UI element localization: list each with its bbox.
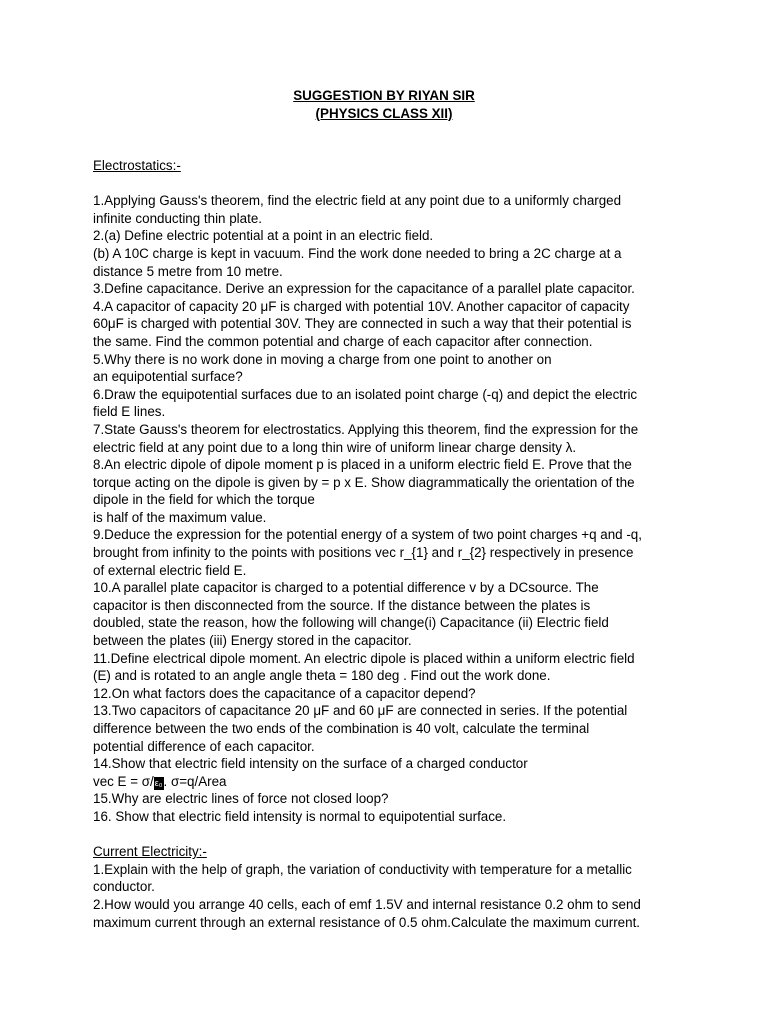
text-line: (b) A 10C charge is kept in vacuum. Find the work done needed to bring a 2C charge at a xyxy=(93,245,622,261)
text-line: infinite conducting thin plate. xyxy=(93,210,262,226)
document-title xyxy=(0,87,768,122)
text-line: dipole in the field for which the torque xyxy=(93,492,315,508)
text-line: 8.An electric dipole of dipole moment p is placed in a uniform electric field E. Prove that the xyxy=(93,457,632,473)
text-line: distance 5 metre from 10 metre. xyxy=(93,263,283,279)
text-line: 60μF is charged with potential 30V. They are connected in such a way that their potential is xyxy=(93,316,632,332)
text-line: field E lines. xyxy=(93,404,166,420)
text-line: potential difference of each capacitor. xyxy=(93,738,315,754)
text-line: 3.Define capacitance. Derive an expression for the capacitance of a parallel plate capacitor. xyxy=(93,281,635,297)
epsilon-symbol: ε₀ xyxy=(154,777,163,788)
text-line: brought from infinity to the points with positions vec r_{1} and r_{2} respectively in presence xyxy=(93,545,634,561)
text-line: torque acting on the dipole is given by = p x E. Show diagrammatically the orientation of the xyxy=(93,474,635,490)
text-line: an equipotential surface? xyxy=(93,369,243,385)
text-line: the same. Find the common potential and charge of each capacitor after connection. xyxy=(93,333,593,349)
text-line: 4.A capacitor of capacity 20 μF is charged with potential 10V. Another capacitor of capacity xyxy=(93,298,630,314)
text-line: 11.Define electrical dipole moment. An electric dipole is placed within a uniform electric field xyxy=(93,650,635,666)
text-line: 5.Why there is no work done in moving a charge from one point to another on xyxy=(93,351,552,367)
section-heading-electrostatics: Electrostatics:- xyxy=(93,158,181,173)
text-line: 12.On what factors does the capacitance of a capacitor depend? xyxy=(93,685,476,701)
title-line-1: SUGGESTION BY RIYAN SIR xyxy=(293,88,475,103)
text-line: capacitor is then disconnected from the source. If the distance between the plates is xyxy=(93,597,591,613)
text-line: 2.(a) Define electric potential at a point in an electric field. xyxy=(93,228,434,244)
spacer xyxy=(93,175,693,193)
text-line: 16. Show that electric field intensity is normal to equipotential surface. xyxy=(93,808,507,824)
text-line: 10.A parallel plate capacitor is charged to a potential difference v by a DCsource. The xyxy=(93,580,599,596)
text-line: doubled, state the reason, how the following will change(i) Capacitance (ii) Electric field xyxy=(93,615,609,631)
text-line: 2.How would you arrange 40 cells, each of emf 1.5V and internal resistance 0.2 ohm to send xyxy=(93,896,641,912)
text-line: between the plates (iii) Energy stored in the capacitor. xyxy=(93,633,412,649)
text-line: 1.Explain with the help of graph, the variation of conductivity with temperature for a metallic xyxy=(93,861,632,877)
text-line: conductor. xyxy=(93,879,155,895)
title-line-2: (PHYSICS CLASS XII) xyxy=(315,105,453,121)
formula-line xyxy=(93,773,693,791)
document-body xyxy=(93,157,693,931)
section-heading-current-electricity: Current Electricity:- xyxy=(93,844,207,860)
text-line: electric field at any point due to a long thin wire of uniform linear charge density λ. xyxy=(93,439,577,455)
text-line: 13.Two capacitors of capacitance 20 μF and 60 μF are connected in series. If the potential xyxy=(93,703,628,719)
formula-suffix: . σ=q/Area xyxy=(163,773,227,789)
text-line: 15.Why are electric lines of force not closed loop? xyxy=(93,791,389,807)
text-line: is half of the maximum value. xyxy=(93,509,267,525)
text-line: 1.Applying Gauss's theorem, find the electric field at any point due to a uniformly charged xyxy=(93,193,622,209)
text-line: 9.Deduce the expression for the potential energy of a system of two point charges +q and -q, xyxy=(93,527,642,543)
text-line: of external electric field E. xyxy=(93,562,247,578)
text-line: difference between the two ends of the combination is 40 volt, calculate the terminal xyxy=(93,721,590,736)
spacer xyxy=(93,826,693,844)
text-line: 6.Draw the equipotential surfaces due to an isolated point charge (-q) and depict the electric xyxy=(93,386,638,402)
text-line: 14.Show that electric field intensity on the surface of a charged conductor xyxy=(93,756,528,772)
formula-prefix: vec E = σ/ xyxy=(93,773,154,789)
text-line: 7.State Gauss's theorem for electrostatics. Applying this theorem, find the expression for the xyxy=(93,421,639,437)
text-line: (E) and is rotated to an angle angle theta = 180 deg . Find out the work done. xyxy=(93,668,551,684)
text-line: maximum current through an external resistance of 0.5 ohm.Calculate the maximum current. xyxy=(93,914,641,930)
